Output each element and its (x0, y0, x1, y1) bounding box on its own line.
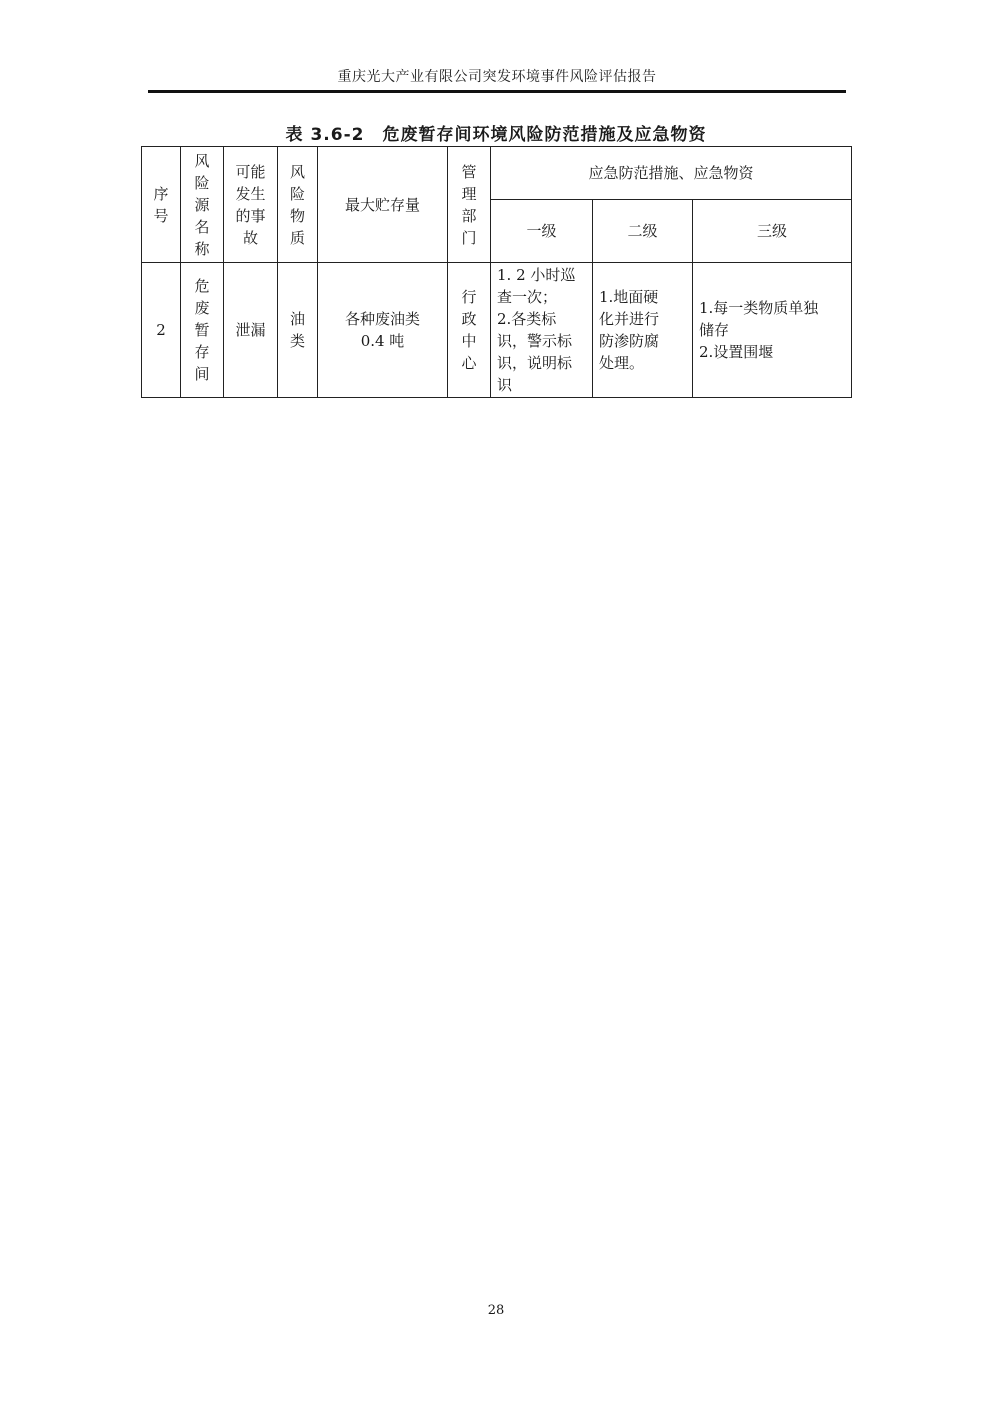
header-row-1 (142, 147, 852, 200)
table-title: 表 3.6-2 危废暂存间环境风险防范措施及应急物资 (285, 125, 707, 145)
page-header: 重庆光大产业有限公司突发环境事件风险评估报告 (337, 69, 657, 85)
header-level-2: 二级 (593, 200, 693, 263)
cell-max-storage: 各种废油类 0.4 吨 (318, 263, 448, 398)
header-measures: 应急防范措施、应急物资 (491, 147, 852, 200)
header-risk-source: 风 险 源 名 称 (181, 147, 224, 263)
header-accident: 可能 发生 的事 故 (224, 147, 278, 263)
risk-measures-table-container (141, 146, 852, 398)
header-rule (148, 90, 846, 93)
header-serial: 序 号 (142, 147, 181, 263)
cell-level-2: 1.地面硬 化并进行 防渗防腐 处理。 (593, 263, 693, 398)
header-max-storage: 最大贮存量 (318, 147, 448, 263)
cell-level-1: 1. 2 小时巡 查一次； 2.各类标 识，警示标 识，说明标 识 (491, 263, 593, 398)
cell-serial: 2 (142, 263, 181, 398)
page-number: 28 (487, 1303, 505, 1318)
cell-accident: 泄漏 (224, 263, 278, 398)
table-row (142, 263, 852, 398)
cell-risk-source: 危 废 暂 存 间 (181, 263, 224, 398)
risk-measures-table (141, 146, 852, 398)
cell-level-3: 1.每一类物质单独 储存 2.设置围堰 (693, 263, 852, 398)
header-level-3: 三级 (693, 200, 852, 263)
header-department: 管 理 部 门 (448, 147, 491, 263)
header-substance: 风 险 物 质 (278, 147, 318, 263)
cell-substance: 油 类 (278, 263, 318, 398)
cell-department: 行 政 中 心 (448, 263, 491, 398)
header-level-1: 一级 (491, 200, 593, 263)
